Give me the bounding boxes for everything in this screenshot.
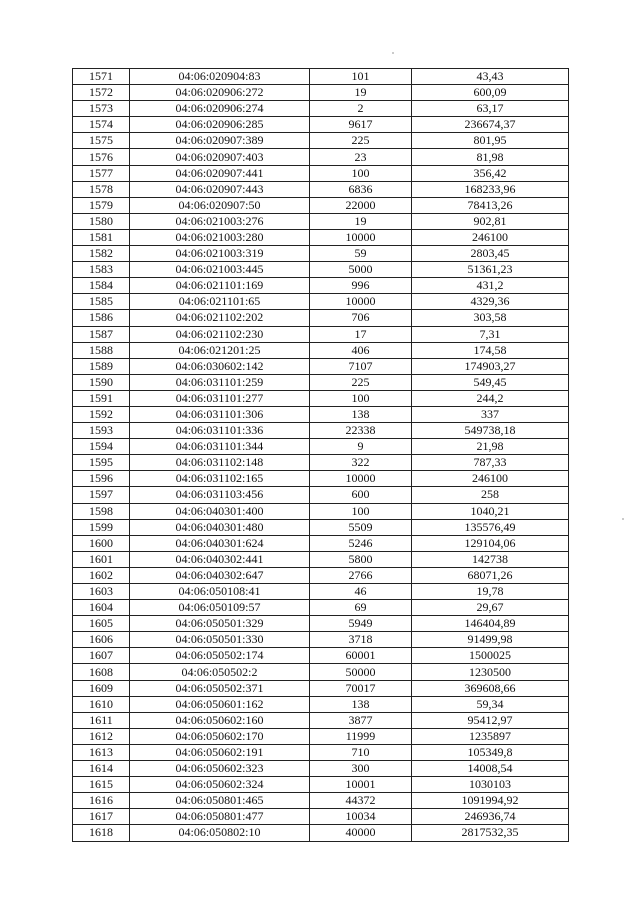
- row-number-cell: 1597: [73, 487, 130, 503]
- value-cell: 1230500: [412, 664, 569, 680]
- value-cell: 142738: [412, 551, 569, 567]
- value-cell: 369608,66: [412, 680, 569, 696]
- area-cell: 10000: [310, 471, 412, 487]
- row-number-cell: 1604: [73, 600, 130, 616]
- cadastral-number-cell: 04:06:050501:330: [130, 632, 310, 648]
- row-number-cell: 1585: [73, 294, 130, 310]
- row-number-cell: 1614: [73, 761, 130, 777]
- table-row: [73, 439, 569, 455]
- table-row: [73, 793, 569, 809]
- area-cell: 710: [310, 744, 412, 760]
- row-number-cell: 1616: [73, 793, 130, 809]
- table-row: [73, 294, 569, 310]
- cadastral-number-cell: 04:06:031101:344: [130, 439, 310, 455]
- area-cell: 2: [310, 101, 412, 117]
- cadastral-number-cell: 04:06:031102:165: [130, 471, 310, 487]
- row-number-cell: 1584: [73, 278, 130, 294]
- table-row: [73, 600, 569, 616]
- value-cell: 246100: [412, 471, 569, 487]
- row-number-cell: 1583: [73, 262, 130, 278]
- value-cell: 4329,36: [412, 294, 569, 310]
- cadastral-number-cell: 04:06:050801:477: [130, 809, 310, 825]
- cadastral-number-cell: 04:06:031101:259: [130, 374, 310, 390]
- row-number-cell: 1606: [73, 632, 130, 648]
- value-cell: 78413,26: [412, 197, 569, 213]
- row-number-cell: 1602: [73, 567, 130, 583]
- table-row: [73, 358, 569, 374]
- cadastral-number-cell: 04:06:040301:624: [130, 535, 310, 551]
- row-number-cell: 1615: [73, 777, 130, 793]
- row-number-cell: 1611: [73, 712, 130, 728]
- row-number-cell: 1618: [73, 825, 130, 841]
- cadastral-number-cell: 04:06:050109:57: [130, 600, 310, 616]
- area-cell: 70017: [310, 680, 412, 696]
- value-cell: 787,33: [412, 455, 569, 471]
- value-cell: 1030103: [412, 777, 569, 793]
- area-cell: 44372: [310, 793, 412, 809]
- area-cell: 138: [310, 696, 412, 712]
- row-number-cell: 1603: [73, 584, 130, 600]
- table-row: [73, 326, 569, 342]
- row-number-cell: 1599: [73, 519, 130, 535]
- table-row: [73, 761, 569, 777]
- cadastral-number-cell: 04:06:050502:371: [130, 680, 310, 696]
- row-number-cell: 1574: [73, 117, 130, 133]
- cadastral-number-cell: 04:06:031101:277: [130, 390, 310, 406]
- cadastral-number-cell: 04:06:021102:230: [130, 326, 310, 342]
- value-cell: 303,58: [412, 310, 569, 326]
- document-page: [72, 68, 564, 842]
- value-cell: 81,98: [412, 149, 569, 165]
- table-row: [73, 310, 569, 326]
- cadastral-number-cell: 04:06:021101:169: [130, 278, 310, 294]
- cadastral-number-cell: 04:06:021201:25: [130, 342, 310, 358]
- table-row: [73, 519, 569, 535]
- value-cell: 356,42: [412, 165, 569, 181]
- cadastral-number-cell: 04:06:040302:647: [130, 567, 310, 583]
- value-cell: 1235897: [412, 728, 569, 744]
- row-number-cell: 1612: [73, 728, 130, 744]
- table-row: [73, 117, 569, 133]
- row-number-cell: 1580: [73, 213, 130, 229]
- table-row: [73, 165, 569, 181]
- area-cell: 10000: [310, 229, 412, 245]
- area-cell: 5000: [310, 262, 412, 278]
- table-row: [73, 262, 569, 278]
- value-cell: 431,2: [412, 278, 569, 294]
- area-cell: 9: [310, 439, 412, 455]
- area-cell: 46: [310, 584, 412, 600]
- area-cell: 19: [310, 85, 412, 101]
- value-cell: 801,95: [412, 133, 569, 149]
- area-cell: 23: [310, 149, 412, 165]
- cadastral-number-cell: 04:06:050602:323: [130, 761, 310, 777]
- area-cell: 600: [310, 487, 412, 503]
- row-number-cell: 1576: [73, 149, 130, 165]
- value-cell: 1040,21: [412, 503, 569, 519]
- table-row: [73, 503, 569, 519]
- table-row: [73, 101, 569, 117]
- cadastral-number-cell: 04:06:040301:480: [130, 519, 310, 535]
- table-row: [73, 374, 569, 390]
- table-row: [73, 584, 569, 600]
- value-cell: 549738,18: [412, 423, 569, 439]
- area-cell: 2766: [310, 567, 412, 583]
- table-row: [73, 471, 569, 487]
- value-cell: 244,2: [412, 390, 569, 406]
- row-number-cell: 1588: [73, 342, 130, 358]
- row-number-cell: 1607: [73, 648, 130, 664]
- area-cell: 10001: [310, 777, 412, 793]
- cadastral-number-cell: 04:06:031103:456: [130, 487, 310, 503]
- cadastral-number-cell: 04:06:050802:10: [130, 825, 310, 841]
- land-parcel-table: [72, 68, 569, 842]
- cadastral-number-cell: 04:06:050108:41: [130, 584, 310, 600]
- row-number-cell: 1617: [73, 809, 130, 825]
- row-number-cell: 1592: [73, 406, 130, 422]
- value-cell: 549,45: [412, 374, 569, 390]
- area-cell: 101: [310, 69, 412, 85]
- row-number-cell: 1573: [73, 101, 130, 117]
- value-cell: 95412,97: [412, 712, 569, 728]
- area-cell: 3718: [310, 632, 412, 648]
- cadastral-number-cell: 04:06:020906:272: [130, 85, 310, 101]
- cadastral-number-cell: 04:06:050602:324: [130, 777, 310, 793]
- area-cell: 100: [310, 390, 412, 406]
- area-cell: 60001: [310, 648, 412, 664]
- value-cell: 63,17: [412, 101, 569, 117]
- cadastral-number-cell: 04:06:031101:336: [130, 423, 310, 439]
- table-row: [73, 567, 569, 583]
- cadastral-number-cell: 04:06:050602:160: [130, 712, 310, 728]
- value-cell: 14008,54: [412, 761, 569, 777]
- table-row: [73, 728, 569, 744]
- table-row: [73, 809, 569, 825]
- area-cell: 9617: [310, 117, 412, 133]
- table-row: [73, 825, 569, 841]
- table-row: [73, 712, 569, 728]
- table-body: [73, 69, 569, 842]
- area-cell: 6836: [310, 181, 412, 197]
- area-cell: 138: [310, 406, 412, 422]
- value-cell: 168233,96: [412, 181, 569, 197]
- row-number-cell: 1601: [73, 551, 130, 567]
- area-cell: 5800: [310, 551, 412, 567]
- table-row: [73, 197, 569, 213]
- row-number-cell: 1572: [73, 85, 130, 101]
- value-cell: 2803,45: [412, 246, 569, 262]
- row-number-cell: 1608: [73, 664, 130, 680]
- area-cell: 59: [310, 246, 412, 262]
- value-cell: 600,09: [412, 85, 569, 101]
- cadastral-number-cell: 04:06:031102:148: [130, 455, 310, 471]
- row-number-cell: 1590: [73, 374, 130, 390]
- value-cell: 174903,27: [412, 358, 569, 374]
- table-row: [73, 664, 569, 680]
- table-row: [73, 680, 569, 696]
- row-number-cell: 1596: [73, 471, 130, 487]
- cadastral-number-cell: 04:06:020904:83: [130, 69, 310, 85]
- cadastral-number-cell: 04:06:020906:285: [130, 117, 310, 133]
- value-cell: 59,34: [412, 696, 569, 712]
- area-cell: 706: [310, 310, 412, 326]
- area-cell: 22338: [310, 423, 412, 439]
- cadastral-number-cell: 04:06:050502:174: [130, 648, 310, 664]
- value-cell: 19,78: [412, 584, 569, 600]
- row-number-cell: 1600: [73, 535, 130, 551]
- table-row: [73, 213, 569, 229]
- cadastral-number-cell: 04:06:020907:50: [130, 197, 310, 213]
- area-cell: 5949: [310, 616, 412, 632]
- area-cell: 300: [310, 761, 412, 777]
- value-cell: 51361,23: [412, 262, 569, 278]
- table-row: [73, 487, 569, 503]
- cadastral-number-cell: 04:06:040301:400: [130, 503, 310, 519]
- table-row: [73, 744, 569, 760]
- cadastral-number-cell: 04:06:021003:280: [130, 229, 310, 245]
- value-cell: 1500025: [412, 648, 569, 664]
- value-cell: 21,98: [412, 439, 569, 455]
- area-cell: 5246: [310, 535, 412, 551]
- value-cell: 2817532,35: [412, 825, 569, 841]
- value-cell: 29,67: [412, 600, 569, 616]
- cadastral-number-cell: 04:06:050601:162: [130, 696, 310, 712]
- table-row: [73, 133, 569, 149]
- table-row: [73, 423, 569, 439]
- area-cell: 3877: [310, 712, 412, 728]
- value-cell: 1091994,92: [412, 793, 569, 809]
- value-cell: 91499,98: [412, 632, 569, 648]
- row-number-cell: 1610: [73, 696, 130, 712]
- table-row: [73, 181, 569, 197]
- row-number-cell: 1613: [73, 744, 130, 760]
- area-cell: 406: [310, 342, 412, 358]
- area-cell: 100: [310, 503, 412, 519]
- cadastral-number-cell: 04:06:020907:389: [130, 133, 310, 149]
- row-number-cell: 1598: [73, 503, 130, 519]
- table-row: [73, 278, 569, 294]
- area-cell: 225: [310, 374, 412, 390]
- area-cell: 5509: [310, 519, 412, 535]
- table-row: [73, 69, 569, 85]
- table-row: [73, 535, 569, 551]
- value-cell: 258: [412, 487, 569, 503]
- row-number-cell: 1609: [73, 680, 130, 696]
- cadastral-number-cell: 04:06:020906:274: [130, 101, 310, 117]
- cadastral-number-cell: 04:06:050502:2: [130, 664, 310, 680]
- row-number-cell: 1591: [73, 390, 130, 406]
- table-row: [73, 696, 569, 712]
- value-cell: 135576,49: [412, 519, 569, 535]
- area-cell: 11999: [310, 728, 412, 744]
- value-cell: 43,43: [412, 69, 569, 85]
- area-cell: 19: [310, 213, 412, 229]
- row-number-cell: 1587: [73, 326, 130, 342]
- value-cell: 7,31: [412, 326, 569, 342]
- value-cell: 337: [412, 406, 569, 422]
- value-cell: 902,81: [412, 213, 569, 229]
- row-number-cell: 1571: [73, 69, 130, 85]
- area-cell: 225: [310, 133, 412, 149]
- row-number-cell: 1586: [73, 310, 130, 326]
- cadastral-number-cell: 04:06:020907:441: [130, 165, 310, 181]
- area-cell: 10000: [310, 294, 412, 310]
- row-number-cell: 1579: [73, 197, 130, 213]
- row-number-cell: 1582: [73, 246, 130, 262]
- area-cell: 10034: [310, 809, 412, 825]
- table-row: [73, 551, 569, 567]
- table-row: [73, 406, 569, 422]
- cadastral-number-cell: 04:06:020907:443: [130, 181, 310, 197]
- table-row: [73, 342, 569, 358]
- value-cell: 246100: [412, 229, 569, 245]
- scan-speck: [392, 52, 394, 54]
- table-row: [73, 246, 569, 262]
- area-cell: 7107: [310, 358, 412, 374]
- row-number-cell: 1594: [73, 439, 130, 455]
- area-cell: 22000: [310, 197, 412, 213]
- cadastral-number-cell: 04:06:021003:276: [130, 213, 310, 229]
- value-cell: 246936,74: [412, 809, 569, 825]
- row-number-cell: 1577: [73, 165, 130, 181]
- row-number-cell: 1578: [73, 181, 130, 197]
- value-cell: 236674,37: [412, 117, 569, 133]
- cadastral-number-cell: 04:06:050602:191: [130, 744, 310, 760]
- area-cell: 17: [310, 326, 412, 342]
- row-number-cell: 1589: [73, 358, 130, 374]
- area-cell: 50000: [310, 664, 412, 680]
- row-number-cell: 1581: [73, 229, 130, 245]
- row-number-cell: 1595: [73, 455, 130, 471]
- table-row: [73, 777, 569, 793]
- cadastral-number-cell: 04:06:050602:170: [130, 728, 310, 744]
- cadastral-number-cell: 04:06:030602:142: [130, 358, 310, 374]
- area-cell: 69: [310, 600, 412, 616]
- value-cell: 68071,26: [412, 567, 569, 583]
- table-row: [73, 616, 569, 632]
- cadastral-number-cell: 04:06:021003:445: [130, 262, 310, 278]
- cadastral-number-cell: 04:06:020907:403: [130, 149, 310, 165]
- value-cell: 146404,89: [412, 616, 569, 632]
- cadastral-number-cell: 04:06:021101:65: [130, 294, 310, 310]
- area-cell: 100: [310, 165, 412, 181]
- cadastral-number-cell: 04:06:040302:441: [130, 551, 310, 567]
- cadastral-number-cell: 04:06:021102:202: [130, 310, 310, 326]
- cadastral-number-cell: 04:06:031101:306: [130, 406, 310, 422]
- cadastral-number-cell: 04:06:050801:465: [130, 793, 310, 809]
- value-cell: 129104,06: [412, 535, 569, 551]
- cadastral-number-cell: 04:06:021003:319: [130, 246, 310, 262]
- row-number-cell: 1593: [73, 423, 130, 439]
- table-row: [73, 149, 569, 165]
- area-cell: 40000: [310, 825, 412, 841]
- table-row: [73, 85, 569, 101]
- row-number-cell: 1575: [73, 133, 130, 149]
- scan-speck: [622, 518, 624, 520]
- cadastral-number-cell: 04:06:050501:329: [130, 616, 310, 632]
- area-cell: 322: [310, 455, 412, 471]
- table-row: [73, 632, 569, 648]
- value-cell: 174,58: [412, 342, 569, 358]
- table-row: [73, 229, 569, 245]
- table-row: [73, 390, 569, 406]
- table-row: [73, 648, 569, 664]
- table-row: [73, 455, 569, 471]
- value-cell: 105349,8: [412, 744, 569, 760]
- area-cell: 996: [310, 278, 412, 294]
- row-number-cell: 1605: [73, 616, 130, 632]
